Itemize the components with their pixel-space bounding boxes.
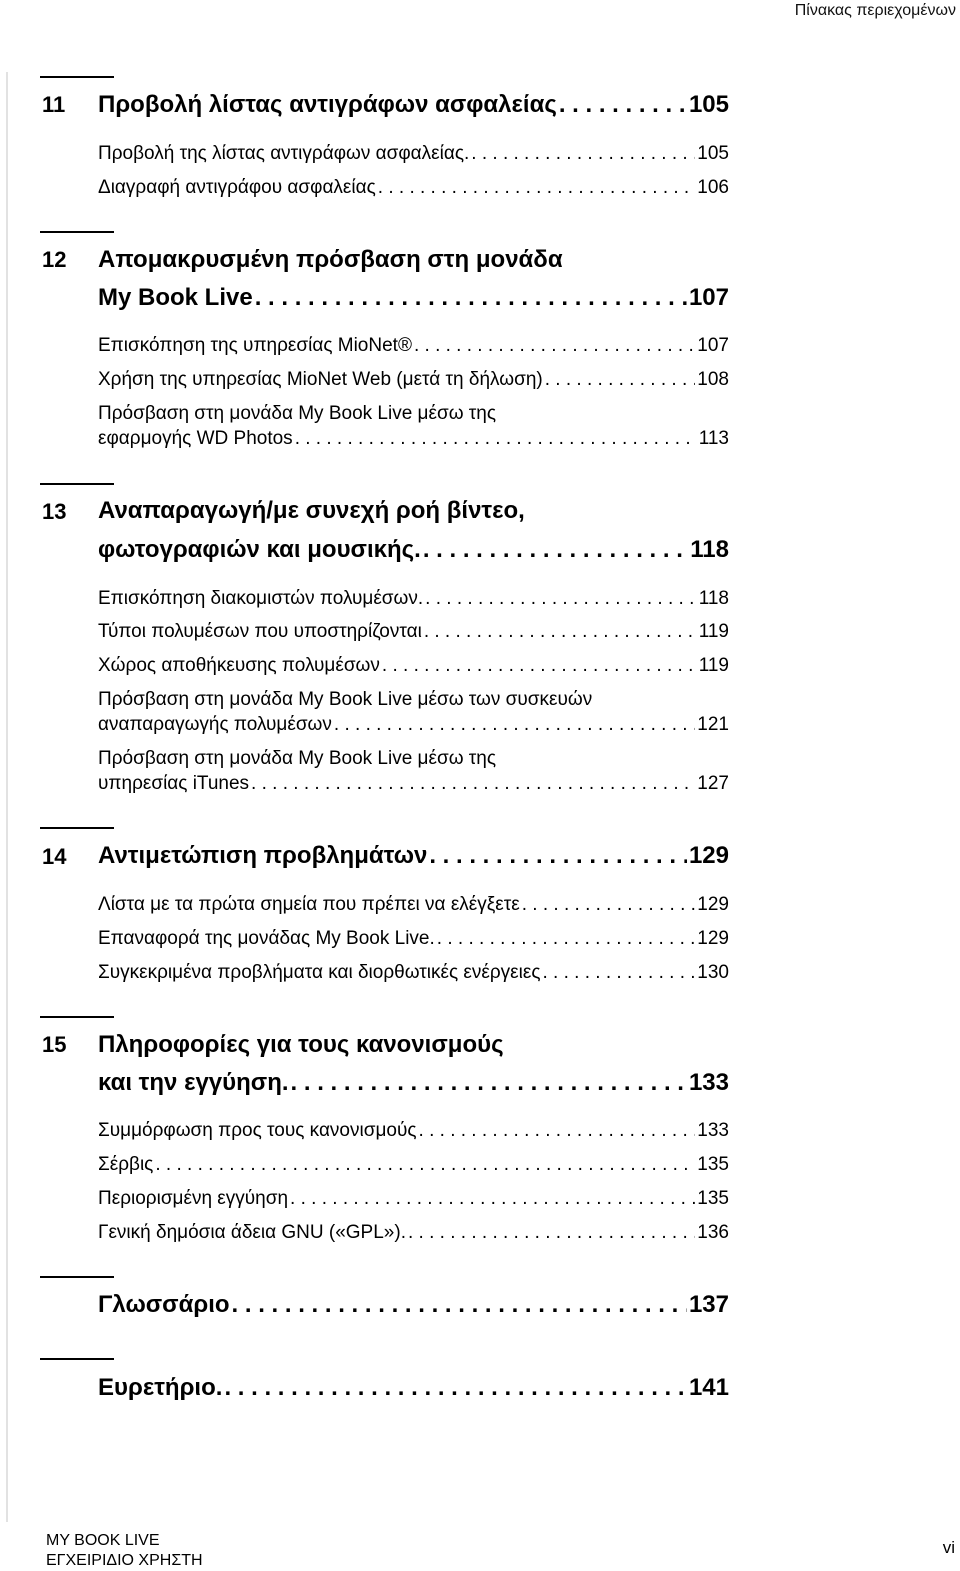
section-title-line2: εφαρμογής WD Photos	[98, 428, 293, 449]
section-title-line1[interactable]: Πρόσβαση στη μονάδα My Book Live μέσω της	[98, 403, 497, 424]
toc-entry-glossary[interactable]	[98, 1291, 729, 1319]
section-title: Επισκόπηση διακομιστών πολυμέσων.	[98, 588, 424, 609]
leader-dots	[419, 1120, 696, 1142]
chapter-divider	[40, 1276, 114, 1278]
leader-dots	[471, 143, 695, 165]
section-title: Προβολή της λίστας αντιγράφων ασφαλείας.	[98, 143, 470, 164]
chapter-title-line1[interactable]: Πληροφορίες για τους κανονισμούς	[98, 1031, 504, 1058]
footer-product	[46, 1531, 203, 1571]
page-number: 130	[697, 962, 729, 983]
toc-entry-section[interactable]	[98, 773, 729, 795]
chapter-title-line2: My Book Live	[98, 284, 253, 311]
chapter-number: 14	[42, 844, 67, 869]
footer-product-name: MY BOOK LIVE	[46, 1532, 160, 1549]
page-number: 135	[697, 1154, 729, 1175]
toc-entry-section[interactable]	[98, 655, 729, 677]
page-number: 127	[697, 773, 729, 794]
toc-entry-chapter-15[interactable]	[98, 1069, 729, 1097]
section-title: Περιορισμένη εγγύηση	[98, 1188, 289, 1209]
page-number: 133	[688, 1069, 729, 1096]
page-number: 119	[698, 621, 729, 642]
leader-dots	[429, 842, 687, 870]
toc-entry-section[interactable]	[98, 621, 729, 643]
section-title: Χώρος αποθήκευσης πολυμέσων	[98, 655, 380, 676]
leader-dots	[382, 655, 697, 677]
chapter-divider	[40, 76, 114, 78]
leader-dots	[232, 1291, 687, 1319]
toc-entry-section[interactable]	[98, 335, 729, 357]
toc-entry-section[interactable]	[98, 1222, 729, 1244]
leader-dots	[255, 284, 687, 312]
chapter-divider	[40, 1016, 114, 1018]
page-number: 105	[697, 143, 729, 164]
leader-dots	[545, 369, 696, 391]
page-number: 106	[697, 177, 729, 198]
chapter-number: 13	[42, 499, 67, 524]
section-title-line2: υπηρεσίας iTunes	[98, 773, 250, 794]
chapter-divider	[40, 483, 114, 485]
leader-dots	[408, 1222, 695, 1244]
section-title-line1[interactable]: Πρόσβαση στη μονάδα My Book Live μέσω των συσκευών	[98, 689, 593, 710]
section-title: Σέρβις	[98, 1154, 154, 1175]
page-number: 119	[698, 655, 729, 676]
leader-dots	[559, 91, 687, 119]
page-number: 121	[697, 714, 729, 735]
leader-dots	[414, 335, 695, 357]
page-number: 129	[688, 842, 729, 869]
chapter-number: 12	[42, 247, 67, 272]
page-number: 107	[697, 335, 729, 356]
toc-entry-section[interactable]	[98, 369, 729, 391]
chapter-title: Προβολή λίστας αντιγράφων ασφαλείας	[98, 91, 557, 118]
leader-dots	[522, 894, 696, 916]
page-number: 129	[697, 928, 729, 949]
toc-entry-section[interactable]	[98, 588, 729, 610]
chapter-title-line1[interactable]: Αναπαραγωγή/με συνεχή ροή βίντεο,	[98, 497, 525, 524]
section-title: Επισκόπηση της υπηρεσίας MioNet®	[98, 335, 412, 356]
toc-entry-section[interactable]	[98, 962, 729, 984]
toc-entry-section[interactable]	[98, 177, 729, 199]
toc-entry-section[interactable]	[98, 428, 729, 450]
page-number: 135	[697, 1188, 729, 1209]
page-number: 129	[697, 894, 729, 915]
leader-dots	[334, 714, 695, 736]
toc-entry-section[interactable]	[98, 1154, 729, 1176]
chapter-divider	[40, 231, 114, 233]
leader-dots	[295, 428, 697, 450]
chapter-title-line1[interactable]: Απομακρυσμένη πρόσβαση στη μονάδα	[98, 246, 563, 273]
page-number: 118	[690, 536, 729, 563]
glossary-title: Γλωσσάριο	[98, 1291, 230, 1318]
leader-dots	[291, 1069, 687, 1097]
chapter-number: 15	[42, 1032, 67, 1057]
leader-dots	[290, 1188, 695, 1210]
footer-page-number: vi	[942, 1538, 955, 1557]
page-number: 141	[688, 1374, 729, 1401]
page-number: 107	[688, 284, 729, 311]
toc-entry-chapter-13[interactable]	[98, 536, 729, 564]
leader-dots	[251, 773, 695, 795]
toc-entry-chapter-11[interactable]	[98, 91, 729, 119]
leader-dots	[423, 536, 688, 564]
section-title: Επαναφορά της μονάδας My Book Live.	[98, 928, 435, 949]
page-number: 133	[697, 1120, 729, 1141]
section-title: Συμμόρφωση προς τους κανονισμούς	[98, 1120, 417, 1141]
toc-entry-section[interactable]	[98, 894, 729, 916]
toc-entry-section[interactable]	[98, 1120, 729, 1142]
section-title: Συγκεκριμένα προβλήματα και διορθωτικές ενέργειες	[98, 962, 541, 983]
toc-entry-section[interactable]	[98, 1188, 729, 1210]
chapter-number: 11	[42, 92, 66, 117]
section-title: Χρήση της υπηρεσίας MioNet Web (μετά τη δήλωση)	[98, 369, 543, 390]
section-title: Διαγραφή αντιγράφου ασφαλείας	[98, 177, 376, 198]
section-title: Λίστα με τα πρώτα σημεία που πρέπει να ελέγξετε	[98, 894, 520, 915]
page-number: 113	[698, 428, 729, 449]
chapter-divider	[40, 1358, 114, 1360]
section-title-line2: αναπαραγωγής πολυμέσων	[98, 714, 332, 735]
chapter-title-line2: και την εγγύηση.	[98, 1069, 289, 1096]
leader-dots	[437, 928, 696, 950]
page-number: 137	[688, 1291, 729, 1318]
toc-entry-index[interactable]	[98, 1374, 729, 1402]
chapter-title-line2: φωτογραφιών και μουσικής.	[98, 536, 421, 563]
section-title: Τύποι πολυμέσων που υποστηρίζονται	[98, 621, 422, 642]
section-title: Γενική δημόσια άδεια GNU («GPL»).	[98, 1222, 406, 1243]
section-title-line1[interactable]: Πρόσβαση στη μονάδα My Book Live μέσω της	[98, 748, 497, 769]
page-header-title: Πίνακας περιεχομένων	[794, 2, 956, 19]
toc-entry-chapter-14[interactable]	[98, 842, 729, 870]
page-number: 118	[698, 588, 729, 609]
page-number: 136	[697, 1222, 729, 1243]
footer-manual-name: ΕΓΧΕΙΡΙΔΙΟ ΧΡΗΣΤΗ	[46, 1552, 203, 1569]
leader-dots	[542, 962, 695, 984]
page-number: 108	[697, 369, 729, 390]
leader-dots	[424, 621, 697, 643]
index-title: Ευρετήριο.	[98, 1374, 223, 1401]
toc-entry-section[interactable]	[98, 928, 729, 950]
toc-entry-chapter-12[interactable]	[98, 284, 729, 312]
leader-dots	[155, 1154, 695, 1176]
leader-dots	[425, 588, 697, 610]
chapter-divider	[40, 827, 114, 829]
toc-entry-section[interactable]	[98, 143, 729, 165]
leader-dots	[224, 1374, 687, 1402]
leader-dots	[378, 177, 696, 199]
chapter-title: Αντιμετώπιση προβλημάτων	[98, 842, 428, 869]
toc-entry-section[interactable]	[98, 714, 729, 736]
page-number: 105	[688, 91, 729, 118]
